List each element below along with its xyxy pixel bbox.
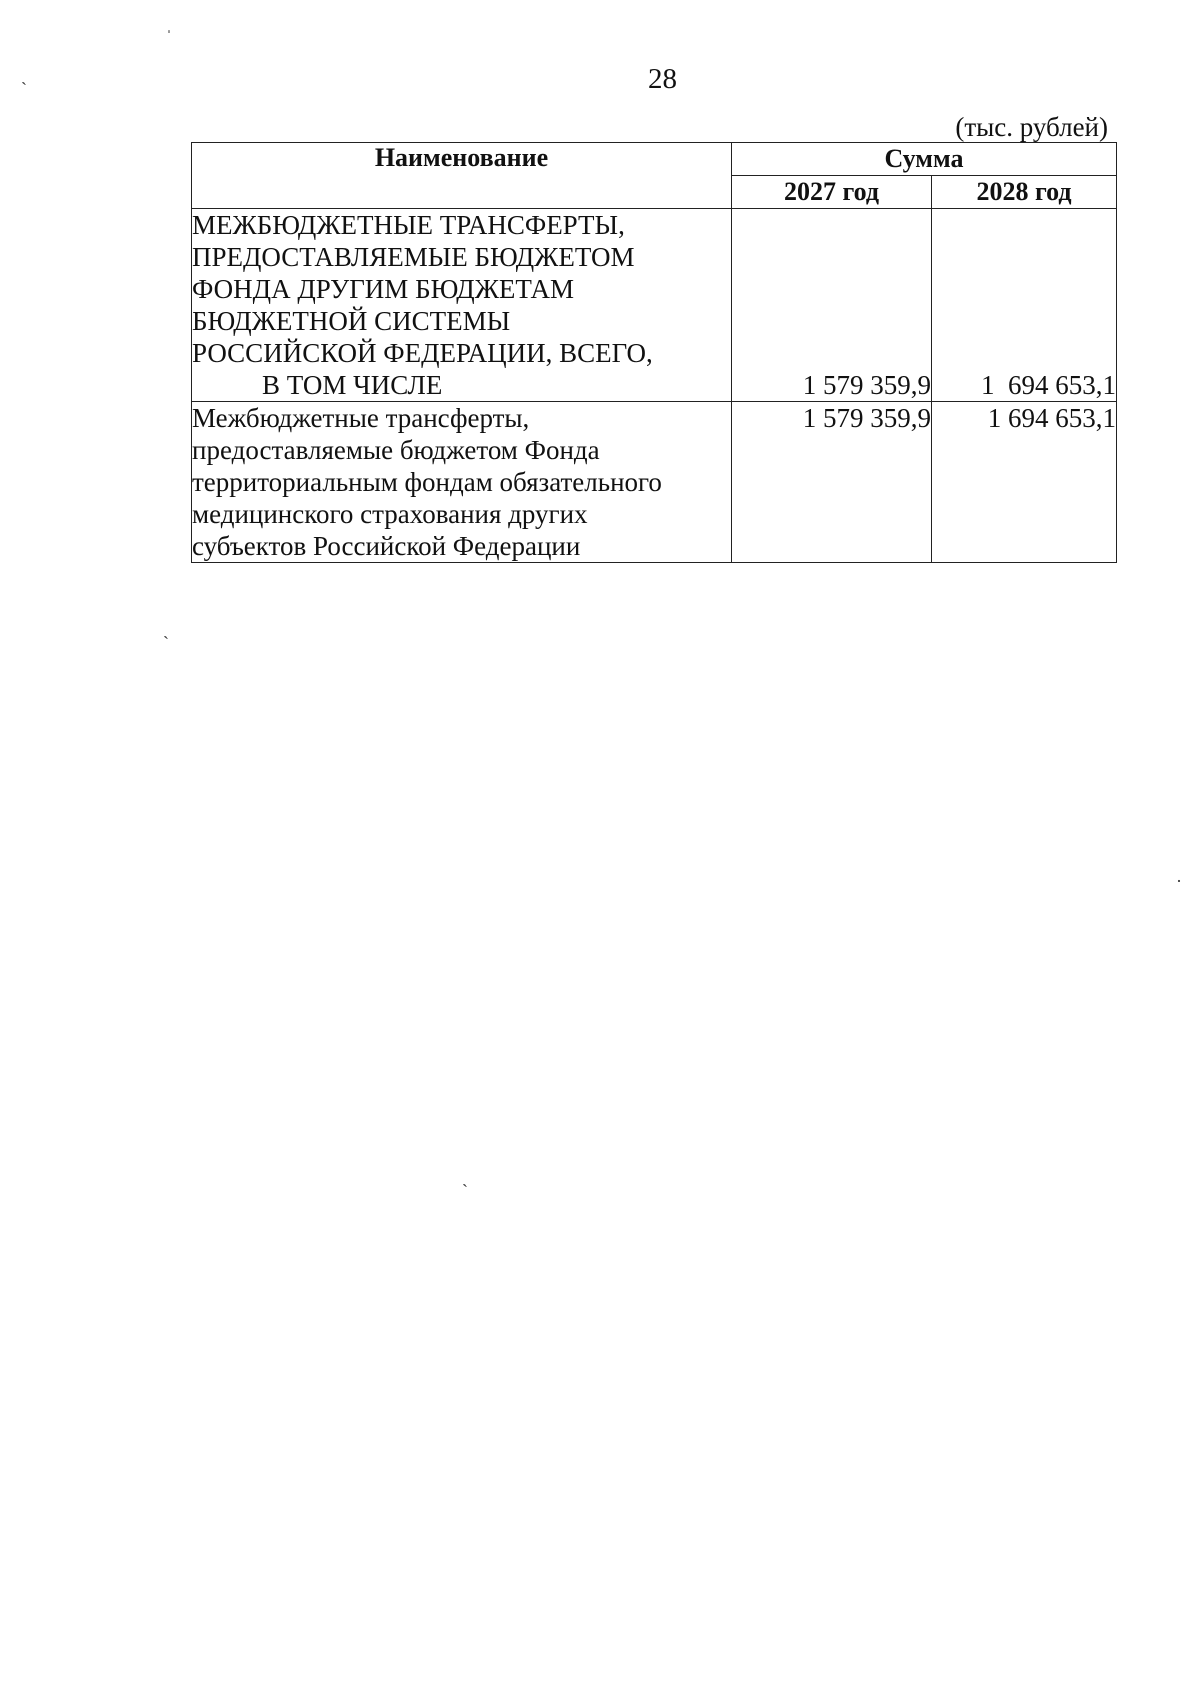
scan-speck: ˏ <box>21 65 27 85</box>
budget-table <box>191 142 1117 563</box>
value-2027-territorial-funds: 1 579 359,9 <box>732 402 932 563</box>
row-name-territorial-funds <box>192 402 732 563</box>
value-2028-territorial-funds: 1 694 653,1 <box>932 402 1117 563</box>
row-name-line: МЕЖБЮДЖЕТНЫЕ ТРАНСФЕРТЫ, <box>192 210 625 240</box>
row-name-line: РОССИЙСКОЙ ФЕДЕРАЦИИ, ВСЕГО, <box>192 338 653 368</box>
table-row-territorial-funds <box>192 402 1117 563</box>
row-name-line: предоставляемые бюджетом Фонда <box>192 435 600 465</box>
header-row <box>192 143 1117 176</box>
table-row-total <box>192 209 1117 402</box>
row-name-line: БЮДЖЕТНОЙ СИСТЕМЫ <box>192 306 511 336</box>
row-name-line: В ТОМ ЧИСЛЕ <box>262 370 443 400</box>
value-2028-total: 1 694 653,1 <box>932 209 1117 402</box>
column-header-year-2027: 2027 год <box>732 176 932 209</box>
column-header-sum: Сумма <box>732 143 1117 176</box>
scan-speck: ˏ <box>163 619 169 639</box>
units-note: (тыс. рублей) <box>955 112 1108 142</box>
scan-speck: ˌ <box>166 13 172 33</box>
scan-speck: · <box>1176 871 1182 891</box>
row-name-line: территориальным фондам обязательного <box>192 467 662 497</box>
column-header-year-2028: 2028 год <box>932 176 1117 209</box>
page-number: 28 <box>648 63 677 95</box>
row-name-line: медицинского страхования других <box>192 499 588 529</box>
row-name-total <box>192 209 732 402</box>
row-name-line: ФОНДА ДРУГИМ БЮДЖЕТАМ <box>192 274 575 304</box>
column-header-name: Наименование <box>192 143 732 209</box>
value-2027-total: 1 579 359,9 <box>732 209 932 402</box>
row-name-line: Межбюджетные трансферты, <box>192 403 530 433</box>
row-name-line: ПРЕДОСТАВЛЯЕМЫЕ БЮДЖЕТОМ <box>192 242 635 272</box>
scan-speck: ˎ <box>462 1167 468 1187</box>
row-name-line: субъектов Российской Федерации <box>192 531 581 561</box>
